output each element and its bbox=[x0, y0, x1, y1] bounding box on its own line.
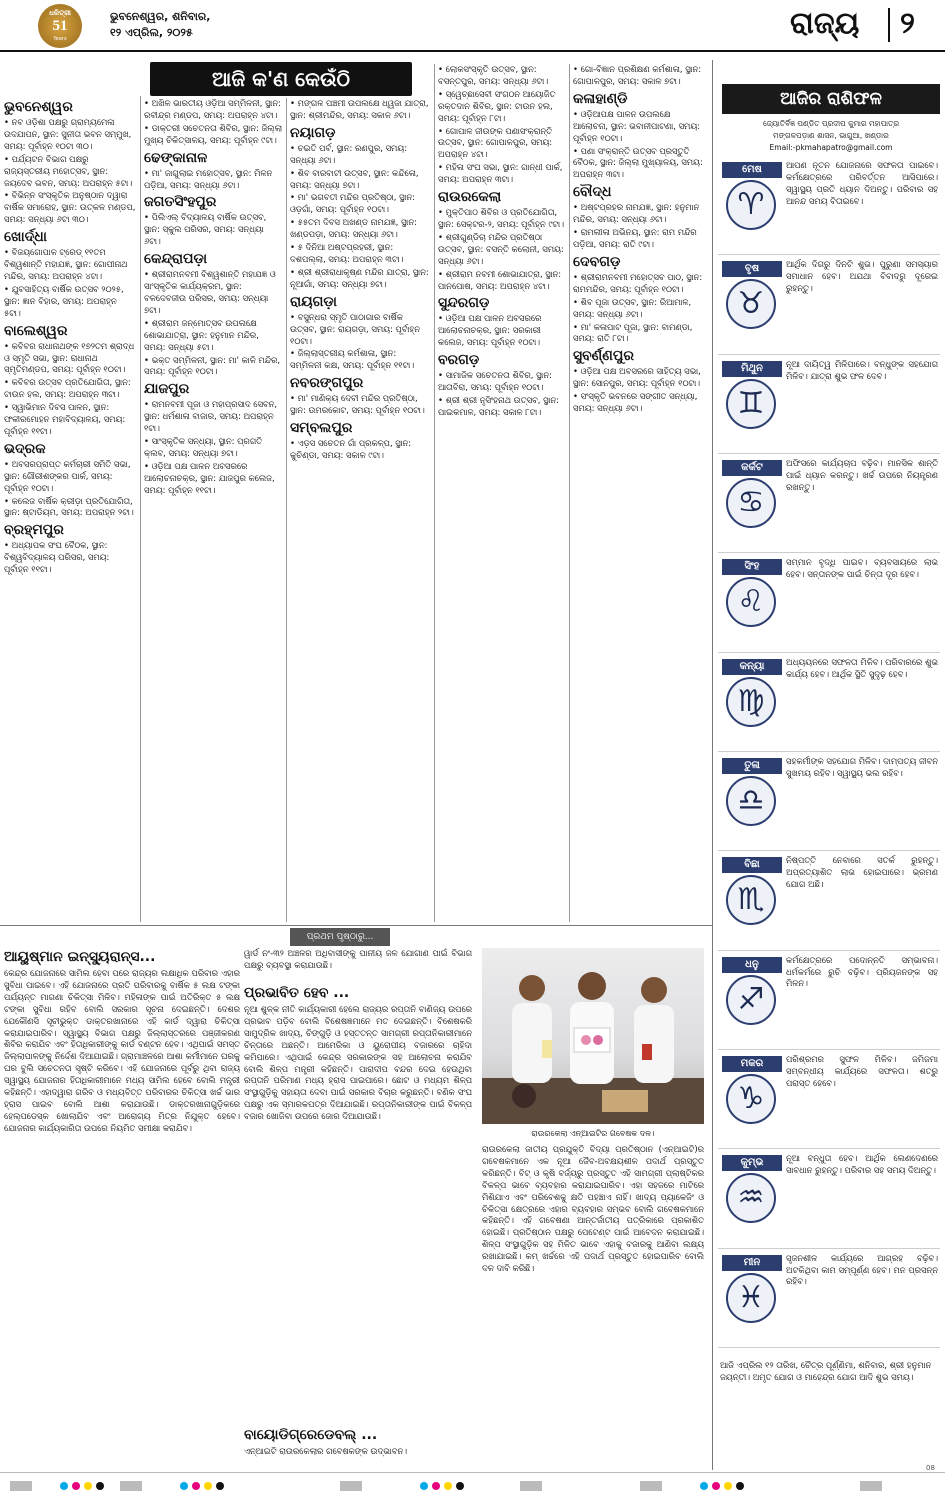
event-item: • ଶିବ ବାରବାଟୀ ଉତ୍ସବ, ସ୍ଥାନ: କନ୍ଦିଳୋ, ସମୟ: ସନ୍ଧ୍ୟା ୭ଟା। bbox=[290, 167, 419, 190]
event-item: • ଅଧ୍ୟାପକ ସଂଘ ବୈଠକ, ସ୍ଥାନ: ବିଶ୍ୱବିଦ୍ୟାଳୟ ପରିସର, ସମୟ: ପୂର୍ବାହ୍ନ ୧୧ଟା। bbox=[4, 540, 110, 575]
event-item: • ୫୫ତମ ଦିବସ ଅଖଣ୍ଡ ନାମଯଜ୍ଞ, ସ୍ଥାନ: ଖଣ୍ଡପଡ଼ା, ସମୟ: ସନ୍ଧ୍ୟା ୬ଟା। bbox=[290, 217, 417, 240]
rashi-text: ଅଫିସରେ କାର୍ଯ୍ୟଚାପ ବଢ଼ିବ। ମାନସିକ ଶାନ୍ତି ପାଇଁ ଧ୍ୟାନ କରନ୍ତୁ। ଖର୍ଚ୍ଚ ଉପରେ ନିୟନ୍ତ୍ରଣ ରଖନ୍ତୁ। bbox=[786, 458, 938, 492]
rashi-text: ସମ୍ମାନ ବୃଦ୍ଧି ପାଇବ। ବ୍ୟବସାୟରେ ଲାଭ ହେବ। ସନ୍ତାନଙ୍କ ପାଇଁ ଚିନ୍ତା ଦୂର ହେବ। bbox=[786, 557, 938, 580]
event-item: • ଅଖିଳ ଭାରତୀୟ ଓଡ଼ିଆ ସମ୍ମିଳନୀ, ସ୍ଥାନ: ରବୀନ୍ଦ୍ର ମଣ୍ଡପ, ସମୟ: ଅପରାହ୍ନ ୪ଟା। bbox=[144, 98, 281, 120]
event-item: • ନବ ଓଡ଼ିଶା ପକ୍ଷରୁ ଗ୍ରାମ୍ୟମେଳା ଉଦଯାପନ, ସ୍ଥାନ: ସୁନୀତା ଭବନ ସମ୍ମୁଖ, ସମୟ: ପୂର୍ବାହ୍ନ ୧୦ଟା ୩୦। bbox=[4, 117, 132, 151]
print-register-bar bbox=[640, 1481, 662, 1491]
event-item: • ଅଷ୍ଟପ୍ରହର ନାମଯଜ୍ଞ, ସ୍ଥାନ: ହନୁମାନ ମନ୍ଦିର, ସମୟ: ସନ୍ଧ୍ୟା ୬ଟା। bbox=[573, 202, 700, 225]
event-district-heading: ରାଉରକେଲା bbox=[438, 189, 502, 206]
rashi-name: କୁମ୍ଭ bbox=[722, 1155, 782, 1171]
print-register-dot bbox=[712, 1482, 720, 1490]
rashi-text: ନିଷ୍ପତ୍ତି ନେବାରେ ସତର୍କ ରୁହନ୍ତୁ। ଅପ୍ରତ୍ୟାଶିତ ଲାଭ ହୋଇପାରେ। ଭ୍ରମଣ ଯୋଗ ଅଛି। bbox=[786, 855, 938, 890]
event-item: • ରାମନବମୀ ପୂଜା ଓ ମହାପ୍ରସାଦ ସେବନ, ସ୍ଥାନ: ଧର୍ମଶାଳା ବାଜାର, ସମୟ: ଅପରାହ୍ନ ୧ଟା। bbox=[144, 399, 278, 434]
event-district-heading: ରାୟଗଡ଼ା bbox=[290, 293, 337, 310]
event-item: • ମଙ୍ଗଳ ପଞ୍ଚମୀ ଉପଲକ୍ଷେ ଧ୍ୱଜା ଯାତ୍ରା, ସ୍ଥାନ: ଶ୍ରୀମନ୍ଦିର, ସମୟ: ସକାଳ ୬ଟା। bbox=[290, 98, 429, 120]
dateline-line-1: ଭୁବନେଶ୍ୱର, ଶନିବାର, bbox=[110, 10, 211, 23]
event-item: • ମୁକ୍ତିପାଠ ଶିବିର ଓ ପ୍ରତିଯୋଗିତା, ସ୍ଥାନ: ସେକ୍ଟର-୨, ସମୟ: ପୂର୍ବାହ୍ନ ୯ଟା। bbox=[438, 207, 564, 229]
event-district-heading: ବୌଦ୍ଧ bbox=[573, 184, 612, 201]
events-col-2 bbox=[144, 98, 282, 922]
event-item: • ଓଡ଼ିଆପକ୍ଷ ପାଳନ ଉପଲକ୍ଷେ ଆଲୋଚନା, ସ୍ଥାନ: ଭବାନୀପାଟଣା, ସମୟ: ପୂର୍ବାହ୍ନ ୧୦ଟା। bbox=[573, 108, 701, 143]
print-register-bar bbox=[860, 1481, 882, 1491]
events-col-3 bbox=[290, 98, 430, 922]
print-register-dot bbox=[444, 1482, 452, 1490]
col-divider bbox=[712, 60, 713, 1470]
event-district-heading: ନବରଙ୍ଗପୁର bbox=[290, 375, 364, 392]
event-item: • ଏଡ଼ସ ସଚେତନ ଗାଁ ପ୍ରକଳ୍ପ, ସ୍ଥାନ: କୁଚିଣ୍ଡା, ସମୟ: ସକାଳ ୯ଟା। bbox=[290, 438, 412, 460]
masthead bbox=[0, 0, 945, 52]
event-item: • ଗୋପାଳ ଜୀଉଙ୍କ ପଣାସଂକ୍ରାନ୍ତି ଉତ୍ସବ, ସ୍ଥାନ: ଗୋପାଳପୁର, ସମୟ: ଅପରାହ୍ନ ୪ଟା। bbox=[438, 125, 553, 160]
rashiphala-list bbox=[718, 158, 940, 1350]
story-2-lead: ୱାର୍ଡ ନଂ-୩୨ ଅଞ୍ଚଳର ଅଧିବାସୀଙ୍କୁ ପାନୀୟ ଜଳ ଯୋଗାଣ ପାଇଁ ବିଭାଗ ପକ୍ଷରୁ ବ୍ୟବସ୍ଥା କରାଯାଉଛି। bbox=[244, 948, 472, 970]
zodiac-7-icon: ♎ bbox=[726, 776, 776, 826]
event-district-heading: ଭୁବନେଶ୍ୱର bbox=[4, 99, 73, 115]
rashi-text: ନୂଆ ଦାୟିତ୍ୱ ମିଳିପାରେ। ବନ୍ଧୁଙ୍କ ସହଯୋଗ ମିଳିବ। ଯାତ୍ରା ଶୁଭ ଫଳ ଦେବ। bbox=[786, 358, 938, 381]
event-item: • ଶ୍ରୀଗୁଣ୍ଡିଚା ମନ୍ଦିର ପ୍ରତିଷ୍ଠା ଉତ୍ସବ, ସ୍ଥାନ: ବସନ୍ତି କଲୋନୀ, ସମୟ: ସନ୍ଧ୍ୟା ୬ଟା। bbox=[438, 231, 564, 266]
zodiac-4-icon: ♋ bbox=[726, 478, 776, 528]
print-register-dot bbox=[96, 1482, 104, 1490]
event-district-heading: ଦେବଗଡ଼ bbox=[573, 253, 621, 270]
rashi-text: ସହକର୍ମୀଙ୍କ ସହଯୋଗ ମିଳିବ। ଦାମ୍ପତ୍ୟ ଜୀବନ ସୁଖମୟ ରହିବ। ସ୍ୱାସ୍ଥ୍ୟ ଭଲ ରହିବ। bbox=[786, 756, 938, 778]
rashi-text: ନୂଆ ବନ୍ଧୁତା ହେବ। ଆର୍ଥିକ ଲେଣଦେଣରେ ସାବଧାନ ରୁହନ୍ତୁ। ପରିବାର ସହ ସମୟ ଦିଅନ୍ତୁ। bbox=[786, 1153, 938, 1176]
rashi-name: ବିଛା bbox=[722, 857, 782, 873]
print-register-bar bbox=[120, 1481, 142, 1491]
event-item: • ଅବସରପ୍ରାପ୍ତ କର୍ମଚାରୀ ସମିତି ସଭା, ସ୍ଥାନ: ଗୌରୀଶଙ୍କର ପାର୍କ, ସମୟ: ପୂର୍ବାହ୍ନ ୧୦ଟା। bbox=[4, 458, 131, 493]
logo-number: 51 bbox=[52, 18, 68, 34]
event-district-heading: ଜଗତସିଂହପୁର bbox=[144, 194, 217, 211]
rashi-name: ସିଂହ bbox=[722, 559, 782, 575]
zodiac-8-icon: ♏ bbox=[726, 875, 776, 925]
event-item: • ଡାକ୍ତରୀ ସଚେତନତା ଶିବିର, ସ୍ଥାନ: ଜିଲ୍ଲା ମୁଖ୍ୟ ଚିକିତ୍ସାଳୟ, ସମୟ: ପୂର୍ବାହ୍ନ ୯ଟା। bbox=[144, 122, 282, 145]
event-item: • କବିବର ରାଧାନାଥଙ୍କ ୧୭୨ତମ ଶ୍ରାଦ୍ଧ ଓ ସ୍ମୃତି ସଭା, ସ୍ଥାନ: ରାଧାନାଥ ସ୍ମୃତିମଣ୍ଡପ, ସମୟ: ପୂର୍ବାହ୍ନ ୧୦ଟା। bbox=[4, 340, 135, 375]
section-title: ରାଜ୍ୟ bbox=[790, 6, 860, 41]
rashiphala-title: ଆଜିର ରାଶିଫଳ bbox=[780, 89, 882, 109]
print-register-bar bbox=[520, 1481, 542, 1491]
rashi-row bbox=[718, 357, 940, 454]
rashi-row bbox=[718, 456, 940, 553]
photo-illustration bbox=[482, 948, 704, 1124]
panjika-text: ଆଜି ଏପ୍ରିଲ ୧୨ ତାରିଖ, ଚୈତ୍ର ପୂର୍ଣ୍ଣିମା, ଶନିବାର, ଶ୍ରୀ ହନୁମାନ ଜୟନ୍ତୀ। ଅମୃତ ଯୋଗ ଓ ମାହେନ୍ଦ୍ର ଯୋଗ ଆଦି ଶୁଭ ସମୟ। bbox=[720, 1360, 932, 1382]
col-divider bbox=[434, 64, 435, 922]
event-item: • ଓଡ଼ିଆ ପକ୍ଷ ଅବସରରେ ସାହିତ୍ୟ ସଭା, ସ୍ଥାନ: ସୋନପୁର, ସମୟ: ପୂର୍ବାହ୍ନ ୧୦ଟା। bbox=[573, 366, 701, 389]
event-item: • ମା' କଳାପାଟ ପୂଜା, ସ୍ଥାନ: ବାମଣ୍ଡା, ସମୟ: ରାତି ୮ଟା। bbox=[573, 321, 693, 344]
story-1-headline: ଆୟୁଷ୍ମାନ ଇନ୍ସ୍ୟୁରାନ୍ସ... bbox=[4, 949, 156, 965]
logo-years: Years bbox=[53, 36, 67, 42]
event-item: • ସଂସ୍କୃତି ଭବନରେ ସଙ୍ଗୀତ ସନ୍ଧ୍ୟା, ସମୟ: ସନ୍ଧ୍ୟା ୬ଟା। bbox=[573, 391, 698, 414]
dateline-line-2: ୧୨ ଏପ୍ରିଲ, ୨୦୨୫ bbox=[110, 26, 193, 39]
rashi-name: ତୁଳା bbox=[722, 758, 782, 774]
page-number: ୨ bbox=[900, 6, 915, 41]
print-register-dot bbox=[72, 1482, 80, 1490]
rashi-text: ଅଧ୍ୟୟନରେ ସଫଳତା ମିଳିବ। ପରିବାରରେ ଶୁଭ କାର୍ଯ୍ୟ ହେବ। ଆର୍ଥିକ ସ୍ଥିତି ସୁଦୃଢ଼ ହେବ। bbox=[786, 656, 938, 679]
print-register-bar bbox=[340, 1481, 362, 1491]
event-item: • ବିଜୟଗୋପାଳ ଟ୍ରେଡ୍ ୧୧ତମ ବିଶ୍ୱଶାନ୍ତି ମହାଯଜ୍ଞ, ସ୍ଥାନ: ଗୋପୀନାଥ ମନ୍ଦିର, ସମୟ: ଅପରାହ୍ନ ୪ଟା। bbox=[4, 247, 128, 281]
print-register-bar bbox=[10, 1481, 32, 1491]
story-2-headline: ପ୍ରଭାବିତ ହେବ ... bbox=[244, 985, 350, 1001]
rashiphala-email: Email:-pkmahapatro@gmail.com bbox=[769, 143, 893, 152]
event-item: • ଶ୍ରୀରାମ ଜନ୍ମୋତ୍ସବ ଉପଲକ୍ଷେ ଶୋଭାଯାତ୍ରା, ସ୍ଥାନ: ହନୁମାନ ମନ୍ଦିର, ସମୟ: ସନ୍ଧ୍ୟା ୫ଟା। bbox=[144, 317, 259, 352]
event-district-heading: ଖୋର୍ଦ୍ଧା bbox=[4, 229, 47, 246]
event-district-heading: ସୁନ୍ଦରଗଡ଼ bbox=[438, 295, 490, 312]
event-district-heading: ସୁବର୍ଣ୍ଣପୁର bbox=[573, 348, 634, 365]
event-item: • ଚଇତି ପର୍ବ, ସ୍ଥାନ: ରଣପୁର, ସମୟ: ସନ୍ଧ୍ୟା ୬ଟା। bbox=[290, 142, 408, 165]
rashiphala-author: ଜ୍ୟୋତିର୍ବିଜ୍ଞ ପଣ୍ଡିତ ପ୍ରଦୀପ କୁମାର ମହାପାତ୍ର bbox=[762, 119, 900, 128]
event-item: • ସାମାଜିକ ସଚେତନତା ଶିବିର, ସ୍ଥାନ: ଆତାବିରା, ସମୟ: ପୂର୍ବାହ୍ନ ୧୦ଟା। bbox=[438, 370, 552, 393]
event-district-heading: କଳାହାଣ୍ଡି bbox=[573, 90, 628, 107]
event-item: • ମା' ଭଗବତୀ ମନ୍ଦିର ପ୍ରତିଷ୍ଠା, ସ୍ଥାନ: ଓଡ଼ଗାଁ, ସମୟ: ପୂର୍ବାହ୍ନ ୧୦ଟା। bbox=[290, 192, 415, 215]
rashi-text: ଆର୍ଥିକ ଦିଗରୁ ଦିନଟି ଶୁଭ। ପୁରୁଣା ସମସ୍ୟାର ସମାଧାନ ହେବ। ଅଯଥା ବିବାଦରୁ ଦୂରେଇ ରୁହନ୍ତୁ। bbox=[786, 259, 938, 294]
rashi-name: ବୃଷ bbox=[722, 261, 782, 277]
header-divider bbox=[888, 8, 890, 42]
print-register-dot bbox=[60, 1482, 68, 1490]
section-rule bbox=[0, 925, 712, 926]
rashi-row bbox=[718, 158, 940, 255]
rashi-row bbox=[718, 655, 940, 752]
print-register-dot bbox=[216, 1482, 224, 1490]
logo-text: ଧରିତ୍ରୀ bbox=[49, 9, 71, 17]
col-divider bbox=[286, 98, 287, 922]
header-rule bbox=[0, 50, 945, 52]
print-register-dot bbox=[456, 1482, 464, 1490]
footer-page-ref: 08 bbox=[926, 1464, 935, 1472]
event-district-heading: ଭଦ୍ରକ bbox=[4, 440, 46, 457]
photo-caption: ରାଉରକେଲା ଏନ୍‌ଆଇଟିର ଗବେଷକ ଦଳ। bbox=[531, 1129, 655, 1138]
event-item: • ପଣା ସଂକ୍ରାନ୍ତି ଉତ୍ସବ ପ୍ରସ୍ତୁତି ବୈଠକ, ସ୍ଥାନ: ଜିଲ୍ଲା ମୁଖ୍ୟାଳୟ, ସମୟ: ଅପରାହ୍ନ ୩ଟା। bbox=[573, 145, 703, 180]
event-item: • ରାମଲୀଳା ଅଭିନୟ, ସ୍ଥାନ: ରାମ ମନ୍ଦିର ପଡ଼ିଆ, ସମୟ: ରାତି ୯ଟା। bbox=[573, 227, 697, 249]
print-register-dot bbox=[180, 1482, 188, 1490]
events-col-5 bbox=[573, 64, 703, 922]
rashiphala-title-box bbox=[722, 84, 940, 114]
event-item: • ଲୋକସଂସ୍କୃତି ଉତ୍ସବ, ସ୍ଥାନ: ବସନ୍ତପୁର, ସମୟ: ସନ୍ଧ୍ୟା ୬ଟା। bbox=[438, 64, 549, 86]
rashi-name: କର୍କଟ bbox=[722, 460, 782, 476]
col-divider bbox=[140, 96, 141, 922]
zodiac-12-icon: ♓ bbox=[726, 1273, 776, 1323]
rashi-name: ମେଷ bbox=[722, 162, 782, 178]
events-col-1 bbox=[4, 96, 136, 922]
story-2-body: ନୂଆ ଶୁଳ୍କ ନୀତି କାର୍ଯ୍ୟକାରୀ ହେଲେ ରାଜ୍ୟର ରପ୍ତାନି ବାଣିଜ୍ୟ ଉପରେ ପ୍ରଭାବ ପଡ଼ିବ ବୋଲି ବିଶେଷଜ୍ଞମାନେ ମତ ଦେଇଛନ୍ତି। ବିଶେଷକରି ସାମୁଦ୍ରିକ ଖାଦ୍ୟ, ଚିଙ୍ଗୁଡ଼ି ଓ ହସ୍ତତନ୍ତ ସାମଗ୍ରୀ ରପ୍ତାନିକାରୀମାନେ ଚିନ୍ତାରେ ଅଛନ୍ତି। ଆମେରିକା ଓ ୟୁରୋପୀୟ ବଜାରରେ ଚାହିଦା କମିପାରେ। ଏଥିପାଇଁ କେନ୍ଦ୍ର ସରକାରଙ୍କ ସହ ଆଲୋଚନା କରାଯିବ ବୋଲି ଶିଳ୍ପ ମନ୍ତ୍ରୀ କହିଛନ୍ତି। ପାରାଦୀପ ବନ୍ଦର ଦେଇ ହେଉଥିବା ରପ୍ତାନି ପରିମାଣ ମଧ୍ୟ ହ୍ରାସ ପାଇପାରେ। ଛୋଟ ଓ ମଧ୍ୟମ ଶିଳ୍ପ ସଂସ୍ଥାଗୁଡ଼ିକୁ ସହାୟତା ଦେବା ପାଇଁ ସରକାର ବିଚାର କରୁଛନ୍ତି। ବଣିକ ସଂଘ ପକ୍ଷରୁ ଏକ ସ୍ମାରକପତ୍ର ଦିଆଯାଇଛି। ରପ୍ତାନିକାରୀଙ୍କ ପାଇଁ ବିକଳ୍ପ ବଜାର ଖୋଜିବା ଉପରେ ଜୋର ଦିଆଯାଉଛି। bbox=[244, 1004, 472, 1122]
register-marks bbox=[0, 1480, 945, 1494]
print-register-dot bbox=[700, 1482, 708, 1490]
event-item: • ଗୋ-ବିଜ୍ଞାନ ପ୍ରଶିକ୍ଷଣ କର୍ମଶାଳା, ସ୍ଥାନ: ଗୋପାଳପୁର, ସମୟ: ସକାଳ ୭ଟା। bbox=[573, 64, 702, 86]
rashi-row bbox=[718, 754, 940, 851]
print-register-dot bbox=[84, 1482, 92, 1490]
event-item: • ଶ୍ରୀରାମନବମୀ ବିଶ୍ୱଶାନ୍ତି ମହାଯଜ୍ଞ ଓ ସାଂସ୍କୃତିକ କାର୍ଯ୍ୟକ୍ରମ, ସ୍ଥାନ: ବଳଦେବଜୀଉ ପରିସର, ସମୟ: ସନ୍ଧ୍ୟା ୭ଟା। bbox=[144, 269, 276, 315]
rashi-name: ଧନୁ bbox=[722, 957, 782, 973]
event-district-heading: କେନ୍ଦ୍ରାପଡ଼ା bbox=[144, 251, 208, 268]
event-district-heading: ସମ୍ବଲପୁର bbox=[290, 420, 353, 437]
event-item: • ମା' ଜାଗୁଲାଇ ମହୋତ୍ସବ, ସ୍ଥାନ: ମିଳନ ପଡ଼ିଆ, ସମୟ: ସନ୍ଧ୍ୟା ୬ଟା। bbox=[144, 167, 273, 190]
event-item: • ସ୍ୱାଭିମାନ ଦିବସ ପାଳନ, ସ୍ଥାନ: ଫକୀରମୋହନ ମହାବିଦ୍ୟାଳୟ, ସମୟ: ପୂର୍ବାହ୍ନ ୧୧ଟା। bbox=[4, 402, 126, 436]
rashi-text: କର୍ମକ୍ଷେତ୍ରରେ ପଦୋନ୍ନତି ସମ୍ଭାବନା। ଧର୍ମକର୍ମରେ ରୁଚି ବଢ଼ିବ। ପ୍ରିୟଜନଙ୍କ ସହ ମିଳନ। bbox=[786, 954, 938, 989]
zodiac-6-icon: ♍ bbox=[726, 677, 776, 727]
event-item: • ପିଲିଏଲ୍ ବିଦ୍ୟାଳୟ ବାର୍ଷିକ ଉତ୍ସବ, ସ୍ଥାନ: ସ୍କୁଲ ପରିସର, ସମୟ: ସନ୍ଧ୍ୟା ୬ଟା। bbox=[144, 212, 267, 247]
event-item: • ଶିବ ପୂଜା ଉତ୍ସବ, ସ୍ଥାନ: ରିଆମାଳ, ସମୟ: ସନ୍ଧ୍ୟା ୬ଟା। bbox=[573, 296, 692, 319]
rashi-row bbox=[718, 257, 940, 354]
event-item: • ପର୍ଯ୍ୟଟନ ବିଭାଗ ପକ୍ଷରୁ ରାଜ୍ୟସ୍ତରୀୟ ମହୋତ୍ସବ, ସ୍ଥାନ: ଜୟଦେବ ଭବନ, ସମୟ: ଅପରାହ୍ନ ୫ଟା। bbox=[4, 153, 133, 188]
event-item: • ସ୍ୱେଚ୍ଛାସେବୀ ସଂଗଠନ ଆୟୋଜିତ ରକ୍ତଦାନ ଶିବିର, ସ୍ଥାନ: ଟାଉନ ହଲ, ସମୟ: ପୂର୍ବାହ୍ନ ୮ଟା। bbox=[438, 88, 556, 123]
zodiac-10-icon: ♑ bbox=[726, 1074, 776, 1124]
rashi-row bbox=[718, 555, 940, 652]
rashi-text: ଆପଣ ନୂତନ ଯୋଜନାରେ ସଫଳତା ପାଇବେ। କର୍ମକ୍ଷେତ୍ରରେ ପରିବର୍ତ୍ତନ ଆସିପାରେ। ସ୍ୱାସ୍ଥ୍ୟ ପ୍ରତି ଧ୍ୟାନ ଦିଅନ୍ତୁ। ପରିବାର ସହ ଆନନ୍ଦ ସମୟ ବିତାଇବେ। bbox=[786, 160, 938, 206]
continued-tag bbox=[290, 928, 390, 946]
story-1-body: କେନ୍ଦ୍ର ଯୋଜନାରେ ସାମିଲ ହେବା ପରେ ରାଜ୍ୟର ଲକ୍ଷାଧିକ ପରିବାର ଏହାର ସୁବିଧା ପାଇବେ। ଏହି ଯୋଜନାରେ ପ୍ରତି ପରିବାରକୁ ବାର୍ଷିକ ୫ ଲକ୍ଷ ଟଙ୍କା ପର୍ଯ୍ୟନ୍ତ ମାଗଣା ଚିକିତ୍ସା ମିଳିବ। ମହିଳାଙ୍କ ପାଇଁ ଅତିରିକ୍ତ ୫ ଲକ୍ଷ ଟଙ୍କା ସୁବିଧା ରହିବ ବୋଲି ସରକାର ସୂଚନା ଦେଇଛନ୍ତି। ଦେଶର ଯେକୌଣସି ସୂଚୀଭୁକ୍ତ ଡାକ୍ତରଖାନାରେ ଏହି କାର୍ଡ ଦ୍ୱାରା ଚିକିତ୍ସା କରାଯାଇପାରିବ। ସ୍ୱାସ୍ଥ୍ୟ ବିଭାଗ ପକ୍ଷରୁ ଜିଲ୍ଲାସ୍ତରରେ ପଞ୍ଜୀକରଣ ଶିବିର କରାଯିବ ଏବଂ ହିତାଧିକାରୀଙ୍କୁ କାର୍ଡ ବଣ୍ଟନ ହେବ। ଏଥିପାଇଁ ସମସ୍ତ ଜିଲ୍ଲାପାଳଙ୍କୁ ନିର୍ଦ୍ଦେଶ ଦିଆଯାଇଛି। ଗ୍ରାମାଞ୍ଚଳରେ ଆଶା କର୍ମୀମାନେ ଘରକୁ ଘର ବୁଲି ସଚେତନତା ସୃଷ୍ଟି କରିବେ। ଏହି ଯୋଜନାରେ ପୂର୍ବରୁ ଥିବା ରାଜ୍ୟ ସ୍ୱାସ୍ଥ୍ୟ ଯୋଜନାର ହିତାଧିକାରୀମାନେ ମଧ୍ୟ ସାମିଲ ହେବେ ବୋଲି ମନ୍ତ୍ରୀ କହିଛନ୍ତି। ଏହାଦ୍ୱାରା ଗରିବ ଓ ମଧ୍ୟବିତ୍ତ ପରିବାରର ଚିକିତ୍ସା ଖର୍ଚ୍ଚ ଭାର ହ୍ରାସ ପାଇବ ବୋଲି ଆଶା କରାଯାଉଛି। ଡାକ୍ତରଖାନାଗୁଡ଼ିକରେ ହେଲ୍ପଡେସ୍କ ଖୋଲାଯିବ ଏବଂ ଆରୋଗ୍ୟ ମିତ୍ର ନିଯୁକ୍ତ ହେବେ। ଯୋଜନାର କାର୍ଯ୍ୟକାରିତା ଉପରେ ନିୟମିତ ସମୀକ୍ଷା କରାଯିବ। bbox=[4, 968, 240, 1133]
event-item: • ଜିଲ୍ଲାସ୍ତରୀୟ କର୍ମଶାଳା, ସ୍ଥାନ: ସମ୍ମିଳନୀ କକ୍ଷ, ସମୟ: ପୂର୍ବାହ୍ନ ୧୧ଟା। bbox=[290, 348, 415, 371]
rashi-name: କନ୍ୟା bbox=[722, 659, 782, 675]
research-team-photo bbox=[482, 948, 704, 1124]
zodiac-1-icon: ♈ bbox=[726, 180, 776, 230]
event-item: • ଯୁବସାହିତ୍ୟ ବାର୍ଷିକ ଉତ୍ସବ ୨୦୨୫, ସ୍ଥାନ: ଜ୍ଞାନ ବିହାର, ସମୟ: ଅପରାହ୍ନ ୫ଟା। bbox=[4, 283, 124, 318]
event-item: • ସାଂସ୍କୃତିକ ସନ୍ଧ୍ୟା, ସ୍ଥାନ: ପ୍ରଗତି କ୍ଲବ, ସମୟ: ସନ୍ଧ୍ୟା ୭ଟା। bbox=[144, 436, 263, 458]
rashi-text: ପରିଶ୍ରମର ସୁଫଳ ମିଳିବ। ଜମିଜମା ସମ୍ବନ୍ଧୀୟ କାର୍ଯ୍ୟରେ ସଫଳତା। ଶତ୍ରୁ ପରାସ୍ତ ହେବେ। bbox=[786, 1054, 938, 1088]
zodiac-9-icon: ♐ bbox=[726, 975, 776, 1025]
rashi-row bbox=[718, 953, 940, 1050]
story-4-lead: ଏନ୍‌ଆଇଟି ରାଉରକେଲାର ଗବେଷକଙ୍କ ଉଦ୍ଭାବନ। bbox=[244, 1446, 407, 1456]
print-register-dot bbox=[432, 1482, 440, 1490]
footer-bar bbox=[0, 1464, 945, 1498]
rashi-row bbox=[718, 1151, 940, 1248]
print-register-dot bbox=[724, 1482, 732, 1490]
events-title-box bbox=[150, 62, 412, 96]
col-divider bbox=[569, 64, 570, 922]
zodiac-3-icon: ♊ bbox=[726, 379, 776, 429]
rashi-text: ସୃଜନଶୀଳ କାର୍ଯ୍ୟରେ ଆଗ୍ରହ ବଢ଼ିବ। ଅଟକିଥିବା କାମ ସମ୍ପୂର୍ଣ୍ଣ ହେବ। ମନ ପ୍ରସନ୍ନ ରହିବ। bbox=[786, 1252, 938, 1287]
event-item: • ଶ୍ରୀ ଶ୍ରୀରାଧାକୃଷ୍ଣ ମନ୍ଦିର ଯାତ୍ରା, ସ୍ଥାନ: ନୂଆଗାଁ, ସମୟ: ସନ୍ଧ୍ୟା ୭ଟା। bbox=[290, 266, 429, 289]
story-3-body: ରାଉରକେଲା ଜାତୀୟ ପ୍ରଯୁକ୍ତି ବିଦ୍ୟା ପ୍ରତିଷ୍ଠାନ (ଏନ୍‌ଆଇଟି)ର ଗବେଷକମାନେ ଏକ ନୂଆ ଜୈବ-ଅବକ୍ଷୟଶୀଳ ପଦାର୍ଥ ପ୍ରସ୍ତୁତ କରିଛନ୍ତି। ବିଟ୍ ଓ କୃଷି ବର୍ଜ୍ୟରୁ ପ୍ରସ୍ତୁତ ଏହି ସାମଗ୍ରୀ ପ୍ଲାଷ୍ଟିକର ବିକଳ୍ପ ଭାବେ ବ୍ୟବହାର କରାଯାଇପାରିବ। ଏହା ସହଜରେ ମାଟିରେ ମିଶିଯାଏ ଏବଂ ପରିବେଶକୁ କ୍ଷତି ପହଞ୍ଚାଏ ନାହିଁ। ଖାଦ୍ୟ ପ୍ୟାକେଜିଂ ଓ ଚିକିତ୍ସା କ୍ଷେତ୍ରରେ ଏହାର ବ୍ୟବହାର ସମ୍ଭବ ବୋଲି ଗବେଷକମାନେ କହିଛନ୍ତି। ଏହି ଗବେଷଣା ଆନ୍ତର୍ଜାତୀୟ ପତ୍ରିକାରେ ପ୍ରକାଶିତ ହୋଇଛି। ପ୍ରତିଷ୍ଠାନ ପକ୍ଷରୁ ପେଟେଣ୍ଟ ପାଇଁ ଆବେଦନ କରାଯାଇଛି। ଶିଳ୍ପ ସଂସ୍ଥାଗୁଡ଼ିକ ସହ ମିଳିତ ଭାବେ ଏହାକୁ ବଜାରକୁ ଆଣିବା ଲକ୍ଷ୍ୟ ରଖାଯାଇଛି। କମ୍ ଖର୍ଚ୍ଚରେ ଏହି ପଦାର୍ଥ ପ୍ରସ୍ତୁତ ହୋଇପାରିବ ବୋଲି ଦଳ ଦାବି କରିଛି। bbox=[482, 1144, 704, 1274]
print-register-dot bbox=[736, 1482, 744, 1490]
zodiac-11-icon: ♒ bbox=[726, 1173, 776, 1223]
event-item: • ଭକ୍ତ ସମ୍ମିଳନୀ, ସ୍ଥାନ: ମା' କାଳି ମନ୍ଦିର, ସମୟ: ପୂର୍ବାହ୍ନ ୧୦ଟା। bbox=[144, 354, 281, 377]
zodiac-5-icon: ♌ bbox=[726, 577, 776, 627]
event-item: • ଶ୍ରୀରାମ ନବମୀ ଶୋଭାଯାତ୍ରା, ସ୍ଥାନ: ପାନପୋଷ, ସମୟ: ଅପରାହ୍ନ ୪ଟା। bbox=[438, 268, 562, 291]
rashiphala-address: ମଙ୍ଗଳପଡ଼ାଣ ଶାସନ, ଭାଗୁଆ, ଖଣ୍ଡାର bbox=[773, 131, 889, 140]
event-item: • ବସୁନ୍ଧରା ସ୍ମୃତି ପାଠାଗାର ବାର୍ଷିକ ଉତ୍ସବ, ସ୍ଥାନ: ରାୟଗଡ଼ା, ସମୟ: ପୂର୍ବାହ୍ନ ୧୦ଟା। bbox=[290, 311, 421, 346]
event-item: • କଲେଜ ବାର୍ଷିକ କ୍ରୀଡ଼ା ପ୍ରତିଯୋଗିତା, ସ୍ଥାନ: ଷ୍ଟାଡିୟମ, ସମୟ: ଅପରାହ୍ନ ୨ଟା। bbox=[4, 495, 134, 518]
event-item: • ଓଡ଼ିଆ ପକ୍ଷ ପାଳନ ଅବସରରେ ଆଲୋଚନାଚକ୍ର, ସ୍ଥାନ: ଯାଜପୁର କଲେଜ, ସମୟ: ପୂର୍ବାହ୍ନ ୧୧ଟା। bbox=[144, 460, 275, 495]
zodiac-2-icon: ♉ bbox=[726, 279, 776, 329]
rashi-row bbox=[718, 1251, 940, 1348]
event-item: • କବିବର ଉତ୍ସବ ପ୍ରତିଯୋଗିତା, ସ୍ଥାନ: ଟାଉନ ହଲ, ସମୟ: ଅପରାହ୍ନ ୩ଟା। bbox=[4, 377, 131, 400]
print-register-dot bbox=[420, 1482, 428, 1490]
event-item: • ବିଭିନ୍ନ ସଂସ୍କୃତିକ ଅନୁଷ୍ଠାନ ଦ୍ୱାରା ବାର୍ଷିକ ସମାରୋହ, ସ୍ଥାନ: ଉତ୍କଳ ମଣ୍ଡପ, ସମୟ: ସନ୍ଧ୍ୟା ୬ଟା ୩୦। bbox=[4, 190, 136, 225]
rashi-name: ମକର bbox=[722, 1056, 782, 1072]
events-title: ଆଜି କ'ଣ କେଉଁଠି bbox=[212, 67, 350, 91]
rashi-name: ମୀନ bbox=[722, 1255, 782, 1271]
print-register-dot bbox=[192, 1482, 200, 1490]
rashi-row bbox=[718, 1052, 940, 1149]
story-4-headline: ବାୟୋଡିଗ୍ରେଡେବଲ୍ ... bbox=[244, 1427, 378, 1443]
event-district-heading: ଢେଙ୍କାନାଳ bbox=[144, 149, 208, 166]
event-item: • ଶ୍ରୀରାମନବମୀ ମହୋତ୍ସବ ପାଠ, ସ୍ଥାନ: ରାମମନ୍ଦିର, ସମୟ: ପୂର୍ବାହ୍ନ ୧୦ଟା। bbox=[573, 271, 703, 294]
event-item: • ୫ ଦିନିଆ ଅଷ୍ଟପ୍ରହରୀ, ସ୍ଥାନ: ଦଶପଲ୍ଲା, ସମୟ: ଅପରାହ୍ନ ୩ଟା। bbox=[290, 242, 404, 264]
event-item: • ଶ୍ରୀ ଶ୍ରୀ ନୃସିଂହନାଥ ଉତ୍ସବ, ସ୍ଥାନ: ପାଇକମାଳ, ସମୟ: ସକାଳ ୮ଟା। bbox=[438, 394, 559, 417]
event-item: • ଓଡ଼ିଆ ପକ୍ଷ ପାଳନ ଅବସରରେ ଆଲୋଚନାଚକ୍ର, ସ୍ଥାନ: ସରକାରୀ କଲେଜ, ସମୟ: ପୂର୍ବାହ୍ନ ୧୦ଟା। bbox=[438, 313, 542, 348]
events-col-4 bbox=[438, 64, 566, 922]
continued-label: ପ୍ରଥମ ପୃଷ୍ଠାରୁ... bbox=[306, 932, 374, 942]
logo bbox=[38, 4, 82, 48]
event-district-heading: ଯାଜପୁର bbox=[144, 381, 190, 398]
event-item: • ମହିଳା ସଂଘ ସଭା, ସ୍ଥାନ: ଗାନ୍ଧୀ ପାର୍କ, ସମୟ: ଅପରାହ୍ନ ୩ଟା। bbox=[438, 162, 563, 185]
event-district-heading: ବରଗଡ଼ bbox=[438, 352, 480, 369]
rashi-row bbox=[718, 853, 940, 950]
event-district-heading: ବ୍ରହ୍ମପୁର bbox=[4, 522, 64, 539]
event-item: • ମା' ମାଣିକ୍ୟ ଦେବୀ ମନ୍ଦିର ପ୍ରତିଷ୍ଠା, ସ୍ଥାନ: ଉମରକୋଟ, ସମୟ: ପୂର୍ବାହ୍ନ ୧୦ଟା। bbox=[290, 393, 425, 416]
rashi-name: ମିଥୁନ bbox=[722, 361, 782, 377]
print-register-dot bbox=[204, 1482, 212, 1490]
event-district-heading: ନୟାଗଡ଼ bbox=[290, 124, 336, 141]
event-district-heading: ବାଲେଶ୍ୱର bbox=[4, 322, 68, 339]
